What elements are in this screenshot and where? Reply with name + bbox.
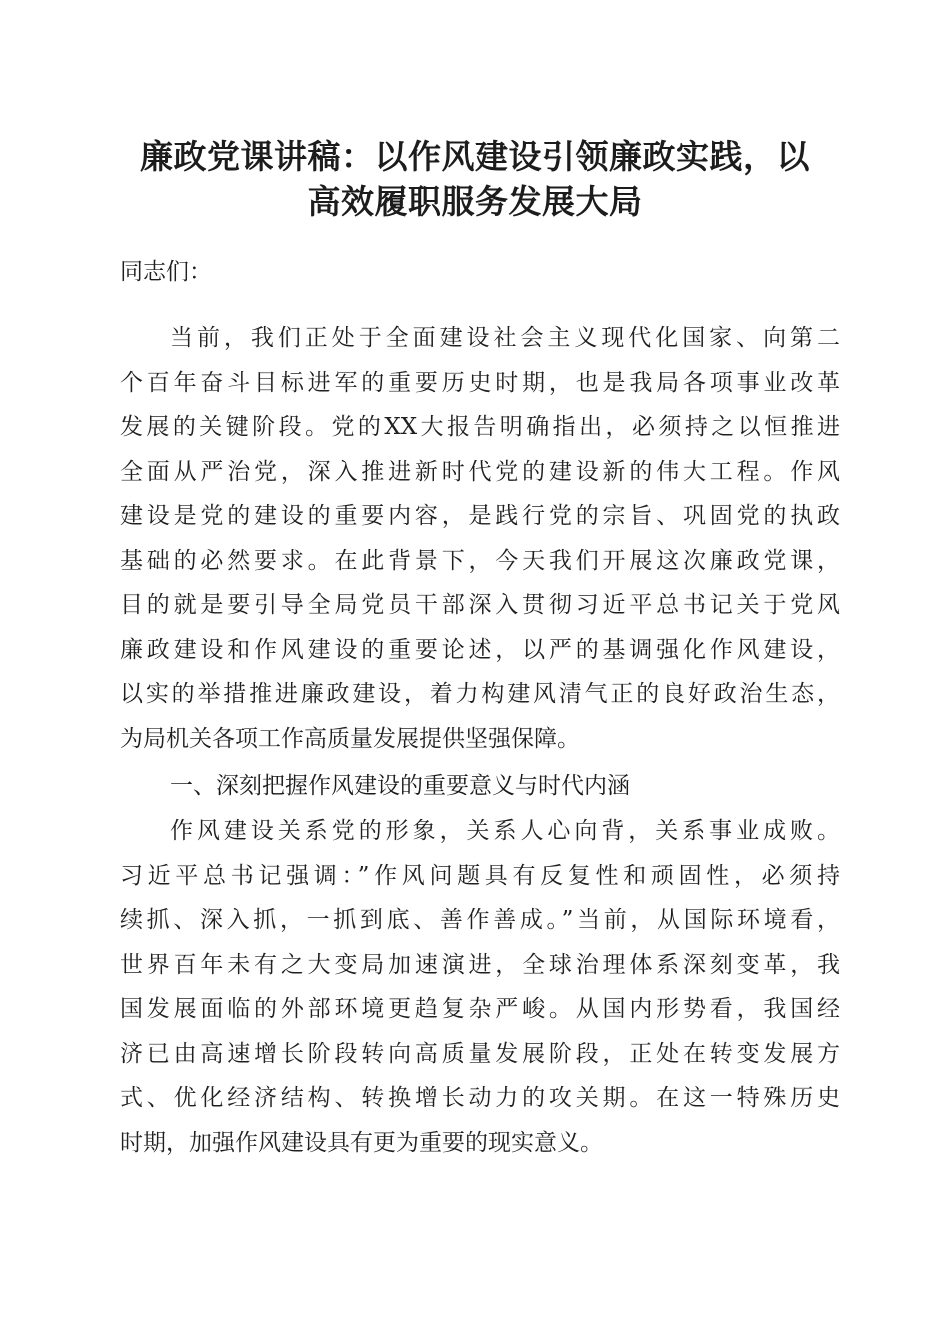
paragraph-line: 全面从严治党，深入推进新时代党的建设新的伟大工程。作风 [120, 458, 840, 485]
paragraph-line: 时期，加强作风建设具有更为重要的现实意义。 [120, 1129, 603, 1156]
paragraph-intro [120, 316, 840, 761]
greeting: 同志们： [120, 259, 212, 285]
section-heading-1: 一、深刻把握作风建设的重要意义与时代内涵 [170, 773, 630, 799]
paragraph-line: 式、优化经济结构、转换增长动力的攻关期。在这一特殊历史 [120, 1085, 840, 1111]
paragraph-line: 个百年奋斗目标进军的重要历史时期，也是我局各项事业改革 [120, 369, 840, 396]
paragraph-line: 以实的举措推进廉政建设，着力构建风清气正的良好政治生态， [120, 681, 840, 707]
paragraph-line: 习近平总书记强调：”作风问题具有反复性和顽固性，必须持 [120, 862, 840, 889]
paragraph-line: 当前，我们正处于全面建设社会主义现代化国家、向第二 [170, 325, 840, 351]
paragraph-line: 续抓、深入抓，一抓到底、善作善成。”当前，从国际环境看， [120, 907, 840, 933]
paragraph-line: 作风建设关系党的形象，关系人心向背，关系事业成败。 [170, 818, 840, 844]
paragraph-line: 基础的必然要求。在此背景下，今天我们开展这次廉政党课， [120, 547, 840, 574]
paragraph-line: 济已由高速增长阶段转向高质量发展阶段，正处在转变发展方 [120, 1040, 840, 1067]
paragraph-line: 国发展面临的外部环境更趋复杂严峻。从国内形势看，我国经 [120, 996, 840, 1022]
paragraph-line: 廉政建设和作风建设的重要论述，以严的基调强化作风建设， [120, 636, 840, 663]
paragraph-section-1 [120, 809, 840, 1165]
paragraph-line: 目的就是要引导全局党员干部深入贯彻习近平总书记关于党风 [120, 592, 840, 618]
title-line-1: 廉政党课讲稿：以作风建设引领廉政实践，以 [140, 137, 810, 176]
paragraph-line: 为局机关各项工作高质量发展提供坚强保障。 [120, 725, 580, 752]
paragraph-line: 建设是党的建设的重要内容，是践行党的宗旨、巩固党的执政 [120, 503, 840, 529]
document-title [110, 134, 840, 224]
paragraph-line: 世界百年未有之大变局加速演进，全球治理体系深刻变革，我 [120, 951, 840, 978]
paragraph-line: 发展的关键阶段。党的XX大报告明确指出，必须持之以恒推进 [120, 414, 840, 440]
title-line-2: 高效履职服务发展大局 [307, 182, 643, 221]
